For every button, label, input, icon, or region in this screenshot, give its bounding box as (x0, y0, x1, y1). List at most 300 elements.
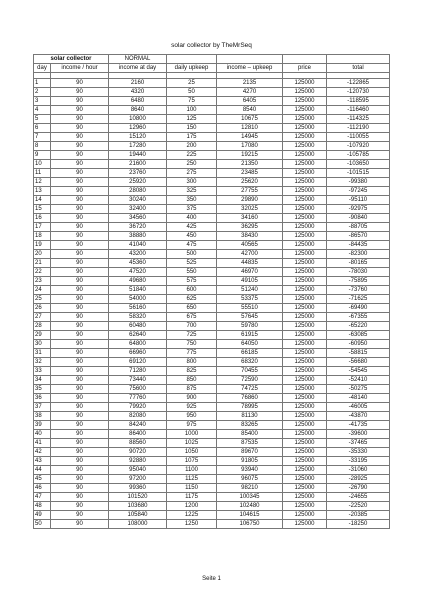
income-minus-upkeep-cell: 12810 (217, 124, 283, 133)
day-cell: 38 (34, 412, 51, 421)
table-row (34, 223, 390, 232)
income-day-cell: 38880 (109, 232, 167, 241)
daily-upkeep-cell: 550 (167, 268, 217, 277)
income-day-cell: 17280 (109, 142, 167, 151)
income-day-cell: 25920 (109, 178, 167, 187)
income-hour-cell: 90 (51, 187, 109, 196)
daily-upkeep-cell: 1150 (167, 484, 217, 493)
day-cell: 41 (34, 439, 51, 448)
table-row (34, 196, 390, 205)
income-day-cell: 95040 (109, 466, 167, 475)
day-cell: 48 (34, 502, 51, 511)
income-minus-upkeep-cell: 29890 (217, 196, 283, 205)
daily-upkeep-cell: 1225 (167, 511, 217, 520)
table-row (34, 412, 390, 421)
daily-upkeep-cell: 375 (167, 205, 217, 214)
income-day-cell: 66960 (109, 349, 167, 358)
price-cell: 125000 (283, 394, 327, 403)
income-hour-cell: 90 (51, 367, 109, 376)
income-minus-upkeep-cell: 98210 (217, 484, 283, 493)
price-cell: 125000 (283, 205, 327, 214)
daily-upkeep-cell: 500 (167, 250, 217, 259)
income-day-cell: 64800 (109, 340, 167, 349)
day-cell: 5 (34, 115, 51, 124)
page-footer: Seite 1 (202, 576, 221, 582)
income-day-cell: 45360 (109, 259, 167, 268)
price-cell: 125000 (283, 484, 327, 493)
column-header-income-day: income at day (109, 64, 167, 73)
price-cell: 125000 (283, 358, 327, 367)
daily-upkeep-cell: 50 (167, 88, 217, 97)
total-cell: -114325 (327, 115, 390, 124)
price-cell: 125000 (283, 430, 327, 439)
document-title: solar collector by TheMrSeq (171, 42, 252, 49)
income-day-cell: 54000 (109, 295, 167, 304)
day-cell: 43 (34, 457, 51, 466)
day-cell: 2 (34, 88, 51, 97)
income-hour-cell: 90 (51, 502, 109, 511)
income-day-cell: 97200 (109, 475, 167, 484)
income-day-cell: 49680 (109, 277, 167, 286)
day-cell: 26 (34, 304, 51, 313)
income-minus-upkeep-cell: 74725 (217, 385, 283, 394)
table-row (34, 88, 390, 97)
income-minus-upkeep-cell: 57645 (217, 313, 283, 322)
income-hour-cell: 90 (51, 277, 109, 286)
daily-upkeep-cell: 950 (167, 412, 217, 421)
income-day-cell: 71280 (109, 367, 167, 376)
income-minus-upkeep-cell: 59780 (217, 322, 283, 331)
day-cell: 50 (34, 520, 51, 529)
total-cell: -122865 (327, 79, 390, 88)
income-minus-upkeep-cell: 104615 (217, 511, 283, 520)
total-cell: -69490 (327, 304, 390, 313)
table-row (34, 106, 390, 115)
income-hour-cell: 90 (51, 124, 109, 133)
income-day-cell: 75600 (109, 385, 167, 394)
income-minus-upkeep-cell: 68320 (217, 358, 283, 367)
day-cell: 42 (34, 448, 51, 457)
day-cell: 19 (34, 241, 51, 250)
price-cell: 125000 (283, 520, 327, 529)
table-row (34, 493, 390, 502)
price-cell: 125000 (283, 169, 327, 178)
total-cell: -90840 (327, 214, 390, 223)
daily-upkeep-cell: 450 (167, 232, 217, 241)
income-day-cell: 10800 (109, 115, 167, 124)
income-hour-cell: 90 (51, 466, 109, 475)
table-row (34, 448, 390, 457)
income-day-cell: 4320 (109, 88, 167, 97)
daily-upkeep-cell: 575 (167, 277, 217, 286)
group-header-normal: NORMAL (109, 55, 167, 64)
income-hour-cell: 90 (51, 475, 109, 484)
total-cell: -97245 (327, 187, 390, 196)
income-hour-cell: 90 (51, 358, 109, 367)
income-hour-cell: 90 (51, 151, 109, 160)
price-cell: 125000 (283, 313, 327, 322)
total-cell: -95110 (327, 196, 390, 205)
daily-upkeep-cell: 175 (167, 133, 217, 142)
income-hour-cell: 90 (51, 286, 109, 295)
table-row (34, 250, 390, 259)
income-day-cell: 79920 (109, 403, 167, 412)
price-cell: 125000 (283, 214, 327, 223)
total-cell: -71625 (327, 295, 390, 304)
daily-upkeep-cell: 1250 (167, 520, 217, 529)
price-cell: 125000 (283, 232, 327, 241)
total-cell: -112190 (327, 124, 390, 133)
day-cell: 45 (34, 475, 51, 484)
income-day-cell: 60480 (109, 322, 167, 331)
total-cell: -43870 (327, 412, 390, 421)
daily-upkeep-cell: 650 (167, 304, 217, 313)
total-cell: -41735 (327, 421, 390, 430)
daily-upkeep-cell: 525 (167, 259, 217, 268)
total-cell: -52410 (327, 376, 390, 385)
day-cell: 3 (34, 97, 51, 106)
daily-upkeep-cell: 1075 (167, 457, 217, 466)
total-cell: -92975 (327, 205, 390, 214)
income-hour-cell: 90 (51, 457, 109, 466)
income-minus-upkeep-cell: 25620 (217, 178, 283, 187)
column-header-income-hour: income / hour (51, 64, 109, 73)
day-cell: 33 (34, 367, 51, 376)
day-cell: 18 (34, 232, 51, 241)
daily-upkeep-cell: 1125 (167, 475, 217, 484)
total-cell: -110055 (327, 133, 390, 142)
daily-upkeep-cell: 400 (167, 214, 217, 223)
income-hour-cell: 90 (51, 448, 109, 457)
income-minus-upkeep-cell: 87535 (217, 439, 283, 448)
price-cell: 125000 (283, 196, 327, 205)
price-cell: 125000 (283, 142, 327, 151)
daily-upkeep-cell: 850 (167, 376, 217, 385)
income-hour-cell: 90 (51, 223, 109, 232)
table-row (34, 520, 390, 529)
income-minus-upkeep-cell: 19215 (217, 151, 283, 160)
daily-upkeep-cell: 1025 (167, 439, 217, 448)
price-cell: 125000 (283, 124, 327, 133)
day-cell: 6 (34, 124, 51, 133)
income-minus-upkeep-cell: 70455 (217, 367, 283, 376)
income-day-cell: 23760 (109, 169, 167, 178)
total-cell: -82300 (327, 250, 390, 259)
daily-upkeep-cell: 675 (167, 313, 217, 322)
income-hour-cell: 90 (51, 97, 109, 106)
income-minus-upkeep-cell: 78995 (217, 403, 283, 412)
table-row (34, 511, 390, 520)
income-minus-upkeep-cell: 106750 (217, 520, 283, 529)
income-day-cell: 103680 (109, 502, 167, 511)
daily-upkeep-cell: 425 (167, 223, 217, 232)
total-cell: -86570 (327, 232, 390, 241)
column-header-row (34, 64, 390, 73)
price-cell: 125000 (283, 403, 327, 412)
price-cell: 125000 (283, 493, 327, 502)
total-cell: -80165 (327, 259, 390, 268)
income-day-cell: 90720 (109, 448, 167, 457)
income-day-cell: 34560 (109, 214, 167, 223)
total-cell: -26790 (327, 484, 390, 493)
price-cell: 125000 (283, 259, 327, 268)
income-day-cell: 41040 (109, 241, 167, 250)
income-day-cell: 56160 (109, 304, 167, 313)
day-cell: 23 (34, 277, 51, 286)
total-cell: -107920 (327, 142, 390, 151)
income-hour-cell: 90 (51, 313, 109, 322)
income-hour-cell: 90 (51, 169, 109, 178)
daily-upkeep-cell: 975 (167, 421, 217, 430)
price-cell: 125000 (283, 367, 327, 376)
column-header-income-minus-upkeep: income – upkeep (217, 64, 283, 73)
table-row (34, 394, 390, 403)
price-cell: 125000 (283, 448, 327, 457)
table-row (34, 430, 390, 439)
day-cell: 47 (34, 493, 51, 502)
income-minus-upkeep-cell: 89670 (217, 448, 283, 457)
table-row (34, 340, 390, 349)
table-row (34, 160, 390, 169)
income-minus-upkeep-cell: 100345 (217, 493, 283, 502)
day-cell: 24 (34, 286, 51, 295)
day-cell: 49 (34, 511, 51, 520)
table-row (34, 259, 390, 268)
daily-upkeep-cell: 725 (167, 331, 217, 340)
income-hour-cell: 90 (51, 160, 109, 169)
price-cell: 125000 (283, 376, 327, 385)
income-day-cell: 8640 (109, 106, 167, 115)
income-minus-upkeep-cell: 46970 (217, 268, 283, 277)
table-row (34, 502, 390, 511)
table-row (34, 241, 390, 250)
table-row (34, 304, 390, 313)
income-hour-cell: 90 (51, 340, 109, 349)
daily-upkeep-cell: 625 (167, 295, 217, 304)
income-hour-cell: 90 (51, 403, 109, 412)
day-cell: 4 (34, 106, 51, 115)
income-minus-upkeep-cell: 72590 (217, 376, 283, 385)
income-minus-upkeep-cell: 32025 (217, 205, 283, 214)
total-cell: -50275 (327, 385, 390, 394)
day-cell: 29 (34, 331, 51, 340)
total-cell: -54545 (327, 367, 390, 376)
income-minus-upkeep-cell: 2135 (217, 79, 283, 88)
day-cell: 36 (34, 394, 51, 403)
day-cell: 40 (34, 430, 51, 439)
day-cell: 12 (34, 178, 51, 187)
total-cell: -28925 (327, 475, 390, 484)
day-cell: 32 (34, 358, 51, 367)
price-cell: 125000 (283, 178, 327, 187)
income-minus-upkeep-cell: 81130 (217, 412, 283, 421)
total-cell: -99380 (327, 178, 390, 187)
income-day-cell: 28080 (109, 187, 167, 196)
price-cell: 125000 (283, 457, 327, 466)
income-hour-cell: 90 (51, 412, 109, 421)
income-hour-cell: 90 (51, 493, 109, 502)
total-cell: -60950 (327, 340, 390, 349)
day-cell: 28 (34, 322, 51, 331)
daily-upkeep-cell: 750 (167, 340, 217, 349)
daily-upkeep-cell: 75 (167, 97, 217, 106)
total-cell: -120730 (327, 88, 390, 97)
income-day-cell: 15120 (109, 133, 167, 142)
table-row (34, 151, 390, 160)
total-cell: -46005 (327, 403, 390, 412)
day-cell: 27 (34, 313, 51, 322)
income-minus-upkeep-cell: 44835 (217, 259, 283, 268)
day-cell: 10 (34, 160, 51, 169)
table-row (34, 475, 390, 484)
day-cell: 37 (34, 403, 51, 412)
daily-upkeep-cell: 775 (167, 349, 217, 358)
income-minus-upkeep-cell: 8540 (217, 106, 283, 115)
day-cell: 31 (34, 349, 51, 358)
daily-upkeep-cell: 900 (167, 394, 217, 403)
income-hour-cell: 90 (51, 133, 109, 142)
income-minus-upkeep-cell: 102480 (217, 502, 283, 511)
day-cell: 21 (34, 259, 51, 268)
day-cell: 30 (34, 340, 51, 349)
table-row (34, 466, 390, 475)
daily-upkeep-cell: 1175 (167, 493, 217, 502)
table-row (34, 439, 390, 448)
day-cell: 15 (34, 205, 51, 214)
price-cell: 125000 (283, 151, 327, 160)
table-row (34, 421, 390, 430)
price-cell: 125000 (283, 223, 327, 232)
day-cell: 34 (34, 376, 51, 385)
income-hour-cell: 90 (51, 268, 109, 277)
table-row (34, 115, 390, 124)
income-day-cell: 21600 (109, 160, 167, 169)
total-cell: -65220 (327, 322, 390, 331)
income-minus-upkeep-cell: 61915 (217, 331, 283, 340)
income-minus-upkeep-cell: 49105 (217, 277, 283, 286)
income-hour-cell: 90 (51, 106, 109, 115)
income-day-cell: 108000 (109, 520, 167, 529)
table-row (34, 178, 390, 187)
income-hour-cell: 90 (51, 214, 109, 223)
day-cell: 8 (34, 142, 51, 151)
day-cell: 20 (34, 250, 51, 259)
income-day-cell: 43200 (109, 250, 167, 259)
income-minus-upkeep-cell: 27755 (217, 187, 283, 196)
price-cell: 125000 (283, 511, 327, 520)
total-cell: -20385 (327, 511, 390, 520)
income-hour-cell: 90 (51, 142, 109, 151)
table-row (34, 277, 390, 286)
income-hour-cell: 90 (51, 250, 109, 259)
price-cell: 125000 (283, 268, 327, 277)
price-cell: 125000 (283, 160, 327, 169)
table-row (34, 367, 390, 376)
total-cell: -18250 (327, 520, 390, 529)
table-row (34, 484, 390, 493)
price-cell: 125000 (283, 106, 327, 115)
daily-upkeep-cell: 1100 (167, 466, 217, 475)
price-cell: 125000 (283, 295, 327, 304)
income-day-cell: 58320 (109, 313, 167, 322)
income-minus-upkeep-cell: 34160 (217, 214, 283, 223)
price-cell: 125000 (283, 277, 327, 286)
total-cell: -24655 (327, 493, 390, 502)
day-cell: 11 (34, 169, 51, 178)
total-cell: -78030 (327, 268, 390, 277)
price-cell: 125000 (283, 187, 327, 196)
table-row (34, 268, 390, 277)
income-hour-cell: 90 (51, 394, 109, 403)
income-day-cell: 19440 (109, 151, 167, 160)
income-day-cell: 36720 (109, 223, 167, 232)
table-row (34, 169, 390, 178)
income-minus-upkeep-cell: 51240 (217, 286, 283, 295)
table-row (34, 142, 390, 151)
income-hour-cell: 90 (51, 376, 109, 385)
income-day-cell: 92880 (109, 457, 167, 466)
income-hour-cell: 90 (51, 304, 109, 313)
day-cell: 13 (34, 187, 51, 196)
price-cell: 125000 (283, 466, 327, 475)
total-cell: -105785 (327, 151, 390, 160)
income-day-cell: 12960 (109, 124, 167, 133)
income-minus-upkeep-cell: 6405 (217, 97, 283, 106)
income-minus-upkeep-cell: 23485 (217, 169, 283, 178)
income-hour-cell: 90 (51, 511, 109, 520)
income-minus-upkeep-cell: 83265 (217, 421, 283, 430)
price-cell: 125000 (283, 97, 327, 106)
table-row (34, 349, 390, 358)
income-day-cell: 84240 (109, 421, 167, 430)
income-minus-upkeep-cell: 36295 (217, 223, 283, 232)
column-header-day: day (34, 64, 51, 73)
day-cell: 14 (34, 196, 51, 205)
total-cell: -116460 (327, 106, 390, 115)
table-row (34, 385, 390, 394)
daily-upkeep-cell: 150 (167, 124, 217, 133)
day-cell: 1 (34, 79, 51, 88)
income-hour-cell: 90 (51, 88, 109, 97)
group-header-row (34, 55, 390, 64)
price-cell: 125000 (283, 115, 327, 124)
table-row (34, 313, 390, 322)
price-cell: 125000 (283, 502, 327, 511)
income-day-cell: 32400 (109, 205, 167, 214)
price-cell: 125000 (283, 340, 327, 349)
income-minus-upkeep-cell: 14945 (217, 133, 283, 142)
income-day-cell: 99360 (109, 484, 167, 493)
total-cell: -37465 (327, 439, 390, 448)
income-minus-upkeep-cell: 40565 (217, 241, 283, 250)
table-row (34, 124, 390, 133)
income-minus-upkeep-cell: 53375 (217, 295, 283, 304)
income-day-cell: 47520 (109, 268, 167, 277)
income-hour-cell: 90 (51, 421, 109, 430)
daily-upkeep-cell: 200 (167, 142, 217, 151)
income-hour-cell: 90 (51, 205, 109, 214)
price-cell: 125000 (283, 349, 327, 358)
total-cell: -84435 (327, 241, 390, 250)
daily-upkeep-cell: 350 (167, 196, 217, 205)
income-hour-cell: 90 (51, 178, 109, 187)
total-cell: -48140 (327, 394, 390, 403)
column-header-total: total (327, 64, 390, 73)
price-cell: 125000 (283, 250, 327, 259)
day-cell: 46 (34, 484, 51, 493)
total-cell: -73760 (327, 286, 390, 295)
daily-upkeep-cell: 1200 (167, 502, 217, 511)
